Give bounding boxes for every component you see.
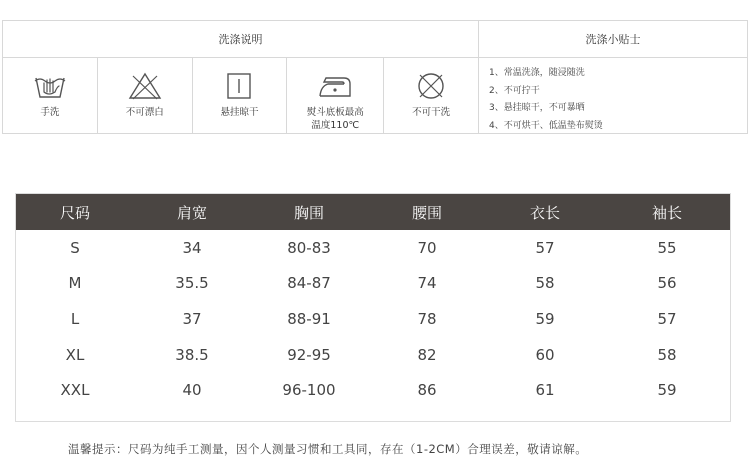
cell-chest: 80-83 xyxy=(287,238,331,257)
care-item-hand-wash xyxy=(3,58,98,133)
header-sleeve: 袖长 xyxy=(651,203,682,222)
wash-tip: 1、常温洗涤，随浸随洗 xyxy=(489,68,585,78)
cell-sleeve: 56 xyxy=(657,274,677,293)
measurement-note: 温馨提示：尺码为纯手工测量，因个人测量习惯和工具同，存在（1-2CM）合理误差，敬请谅解。 xyxy=(68,442,588,456)
cell-waist: 74 xyxy=(417,274,437,293)
cell-length: 59 xyxy=(535,309,555,328)
care-instructions xyxy=(2,20,748,134)
no-bleach-label: 不可漂白 xyxy=(125,107,164,118)
iron-label-line2: 温度110℃ xyxy=(311,120,360,131)
wash-instructions-title: 洗涤说明 xyxy=(3,21,479,58)
wash-tip: 4、不可烘干、低温垫布熨烫 xyxy=(489,120,603,131)
wash-tip: 2、不可拧干 xyxy=(489,85,540,96)
cell-sleeve: 59 xyxy=(657,381,677,400)
wash-tips-list xyxy=(489,65,745,135)
header-size: 尺码 xyxy=(59,203,90,222)
no-dry-clean-label: 不可干洗 xyxy=(412,107,451,118)
cell-size: S xyxy=(70,238,80,257)
cell-sleeve: 58 xyxy=(657,345,677,364)
size-chart xyxy=(15,193,731,422)
hand-wash-label: 手洗 xyxy=(40,107,60,118)
header-shoulder: 肩宽 xyxy=(176,203,207,222)
cell-sleeve: 57 xyxy=(657,309,677,328)
table-row xyxy=(16,337,730,373)
hang-dry-label: 悬挂晾干 xyxy=(220,107,259,118)
size-table-header xyxy=(16,194,730,230)
care-item-no-bleach xyxy=(98,58,193,133)
no-dry-clean-icon xyxy=(414,72,448,100)
hand-wash-icon xyxy=(33,72,67,100)
wash-tips-title: 洗涤小贴士 xyxy=(479,21,747,58)
iron-label-line1: 熨斗底板最高 xyxy=(306,107,364,118)
cell-chest: 96-100 xyxy=(282,381,336,400)
header-length: 衣长 xyxy=(529,203,560,222)
cell-size: XXL xyxy=(60,381,90,400)
cell-chest: 92-95 xyxy=(287,345,331,364)
care-item-hang-dry xyxy=(193,58,288,133)
cell-sleeve: 55 xyxy=(657,238,677,257)
wash-tip: 3、悬挂晾干，不可暴晒 xyxy=(489,103,585,113)
cell-length: 60 xyxy=(535,345,555,364)
no-bleach-icon xyxy=(128,72,162,100)
cell-length: 61 xyxy=(535,381,555,400)
cell-waist: 70 xyxy=(417,238,437,257)
size-table xyxy=(16,194,730,408)
table-row xyxy=(16,372,730,408)
cell-length: 58 xyxy=(535,274,555,293)
cell-chest: 84-87 xyxy=(287,274,331,293)
iron-icon xyxy=(316,72,354,100)
cell-waist: 78 xyxy=(417,309,437,328)
cell-shoulder: 37 xyxy=(182,309,202,328)
care-item-no-dry-clean xyxy=(384,58,478,133)
cell-shoulder: 34 xyxy=(182,238,202,257)
care-icons-row xyxy=(3,58,479,133)
iron-label xyxy=(307,106,364,132)
cell-waist: 86 xyxy=(417,381,437,400)
header-chest: 胸围 xyxy=(293,203,324,222)
cell-size: L xyxy=(70,309,80,328)
cell-size: XL xyxy=(65,345,85,364)
cell-shoulder: 35.5 xyxy=(175,274,209,293)
table-row xyxy=(16,301,730,337)
header-waist: 腰围 xyxy=(411,203,442,222)
table-row xyxy=(16,266,730,302)
cell-waist: 82 xyxy=(417,345,437,364)
cell-shoulder: 40 xyxy=(182,381,202,400)
care-item-iron xyxy=(287,58,384,133)
table-row xyxy=(16,230,730,266)
cell-shoulder: 38.5 xyxy=(175,345,209,364)
cell-length: 57 xyxy=(535,238,555,257)
cell-chest: 88-91 xyxy=(287,309,331,328)
cell-size: M xyxy=(68,274,82,293)
hang-dry-icon xyxy=(222,72,256,100)
